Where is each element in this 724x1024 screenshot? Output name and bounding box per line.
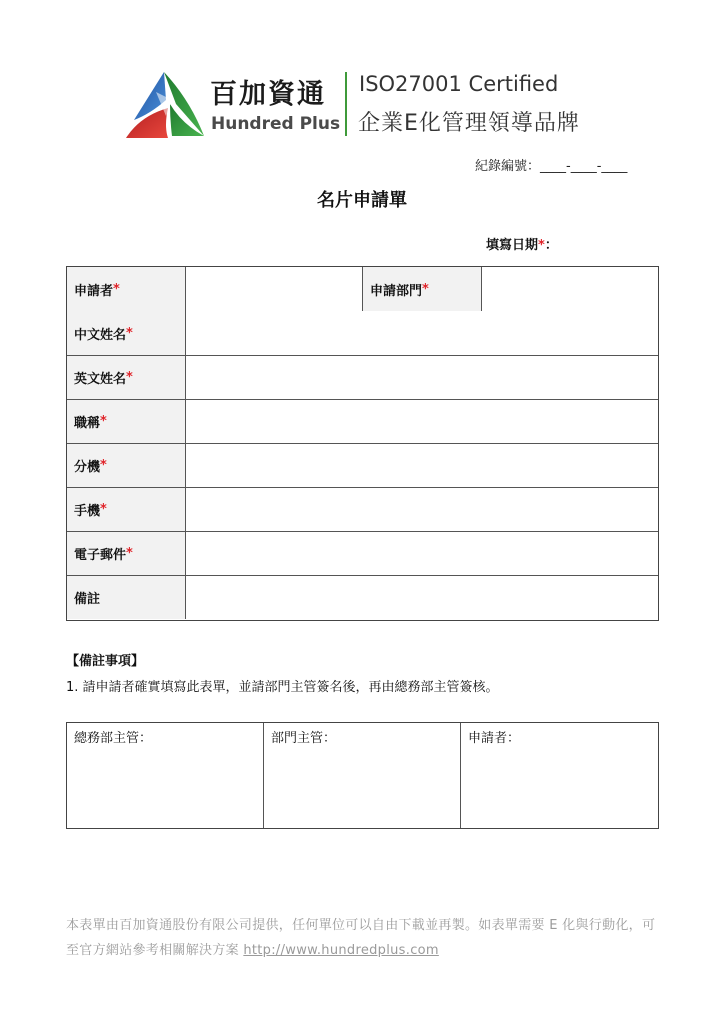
form-row: [67, 443, 658, 487]
signature-label: 申請者：: [468, 731, 521, 746]
form-row-field[interactable]: [186, 576, 658, 619]
form-row-field[interactable]: [186, 311, 658, 355]
footer-note: [66, 913, 666, 963]
form-row: [67, 487, 658, 531]
form-row: [67, 311, 658, 355]
applicant-label: 申請者 *: [67, 267, 185, 311]
form-row: [67, 575, 658, 619]
signature-label: 總務部主管：: [74, 731, 153, 746]
website-link[interactable]: http://www.hundredplus.com: [243, 943, 439, 958]
certification-text: ISO27001 Certified: [359, 72, 559, 96]
notes-item: 1. 請申請者確實填寫此表單，並請部門主管簽名後，再由總務部主管簽核。: [66, 680, 499, 695]
form-row: [67, 531, 658, 575]
form-row-label: 中文姓名 *: [67, 311, 185, 355]
brand-name-en: Hundred Plus: [211, 114, 341, 134]
form-row: [67, 355, 658, 399]
form-row-label: 電子郵件 *: [67, 532, 185, 575]
fill-date-label: 填寫日期*：: [486, 238, 558, 253]
record-number: 紀錄編號：____-____-____: [475, 159, 628, 174]
form-row-label: 英文姓名 *: [67, 356, 185, 399]
company-logo-icon: [124, 70, 206, 142]
signature-department-manager[interactable]: [264, 723, 461, 828]
form-row-field[interactable]: [186, 532, 658, 575]
form-title: 名片申請單: [317, 190, 407, 211]
application-form-table: [66, 266, 659, 621]
form-row-field[interactable]: [186, 444, 658, 487]
signature-table: [66, 722, 659, 829]
signature-applicant[interactable]: [461, 723, 658, 828]
department-label: 申請部門 *: [363, 267, 481, 311]
form-row-label: 分機 *: [67, 444, 185, 487]
form-row: [67, 399, 658, 443]
signature-general-affairs-manager[interactable]: [67, 723, 264, 828]
brand-divider: [345, 72, 347, 136]
form-row-field[interactable]: [186, 400, 658, 443]
form-row-label: 手機 *: [67, 488, 185, 531]
form-row-field[interactable]: [186, 356, 658, 399]
form-row-field[interactable]: [186, 488, 658, 531]
department-field[interactable]: [482, 267, 658, 311]
signature-label: 部門主管：: [271, 731, 337, 746]
brand-slogan: 企業E化管理領導品牌: [358, 111, 580, 136]
applicant-field[interactable]: [186, 267, 362, 311]
notes-heading: 【備註事項】: [66, 654, 145, 669]
footer-text: 本表單由百加資通股份有限公司提供，任何單位可以自由下載並再製。如表單需要 E 化與行動化，可至官方網站參考相關解決方案: [66, 918, 656, 958]
form-row-label: 職稱 *: [67, 400, 185, 443]
form-row-label: 備註: [67, 576, 185, 619]
brand-name-cn: 百加資通: [210, 79, 326, 110]
applicant-row: [67, 267, 658, 311]
